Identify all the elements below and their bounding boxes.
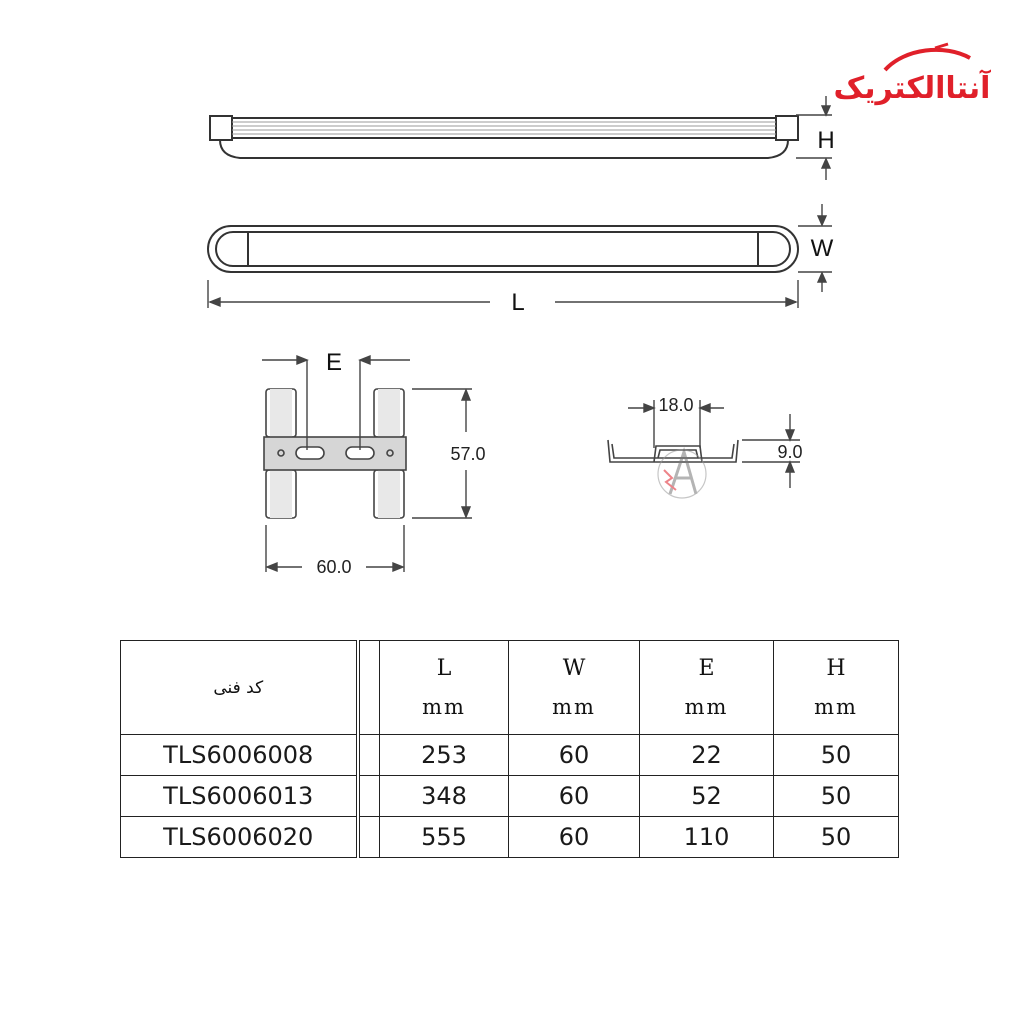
width-cell: 60 xyxy=(509,776,640,817)
column-unit: mm xyxy=(552,694,596,719)
height-cell: 50 xyxy=(774,776,899,817)
column-header-h xyxy=(774,641,899,735)
bracket-view xyxy=(264,389,406,518)
profile-width-value: 18.0 xyxy=(658,395,694,415)
height-cell: 50 xyxy=(774,735,899,776)
height-cell: 50 xyxy=(774,817,899,858)
spacing-cell: 52 xyxy=(640,776,774,817)
column-name: E xyxy=(698,655,715,681)
column-header-w xyxy=(509,641,640,735)
profile-section xyxy=(608,440,738,462)
spec-table xyxy=(120,640,899,858)
spacer-cell xyxy=(358,817,380,858)
product-code: TLS6006008 xyxy=(121,735,358,776)
top-view xyxy=(208,226,798,272)
column-name: W xyxy=(562,655,586,681)
height-label: H xyxy=(817,127,835,154)
column-unit: mm xyxy=(814,694,858,719)
side-view xyxy=(210,116,798,158)
product-code: TLS6006020 xyxy=(121,817,358,858)
column-name: L xyxy=(436,655,452,681)
table-row xyxy=(121,776,899,817)
table-header-row xyxy=(121,641,899,735)
product-code: TLS6006013 xyxy=(121,776,358,817)
spacing-cell: 22 xyxy=(640,735,774,776)
length-cell: 555 xyxy=(380,817,509,858)
width-label: W xyxy=(810,235,834,262)
profile-height-value: 9.0 xyxy=(777,442,803,462)
column-unit: mm xyxy=(422,694,466,719)
bracket-height-value: 57.0 xyxy=(450,444,486,464)
table-row xyxy=(121,817,899,858)
length-dimension xyxy=(208,280,798,308)
watermark-logo xyxy=(658,450,706,498)
length-cell: 348 xyxy=(380,776,509,817)
width-cell: 60 xyxy=(509,817,640,858)
brand-logo xyxy=(834,44,992,106)
spacer-cell xyxy=(358,776,380,817)
spacer-cell xyxy=(358,735,380,776)
column-name: H xyxy=(826,655,846,681)
spacing-cell: 110 xyxy=(640,817,774,858)
width-cell: 60 xyxy=(509,735,640,776)
code-header: کد فنی xyxy=(121,641,358,735)
bracket-width-value: 60.0 xyxy=(316,557,352,577)
column-unit: mm xyxy=(684,694,729,719)
table-row xyxy=(121,735,899,776)
spacing-label: E xyxy=(325,349,343,376)
logo-text: آنتاالکتریک xyxy=(833,71,991,106)
column-header-e xyxy=(640,641,774,735)
length-label: L xyxy=(511,289,525,316)
column-header-l xyxy=(380,641,509,735)
spacer-cell xyxy=(358,641,380,735)
length-cell: 253 xyxy=(380,735,509,776)
